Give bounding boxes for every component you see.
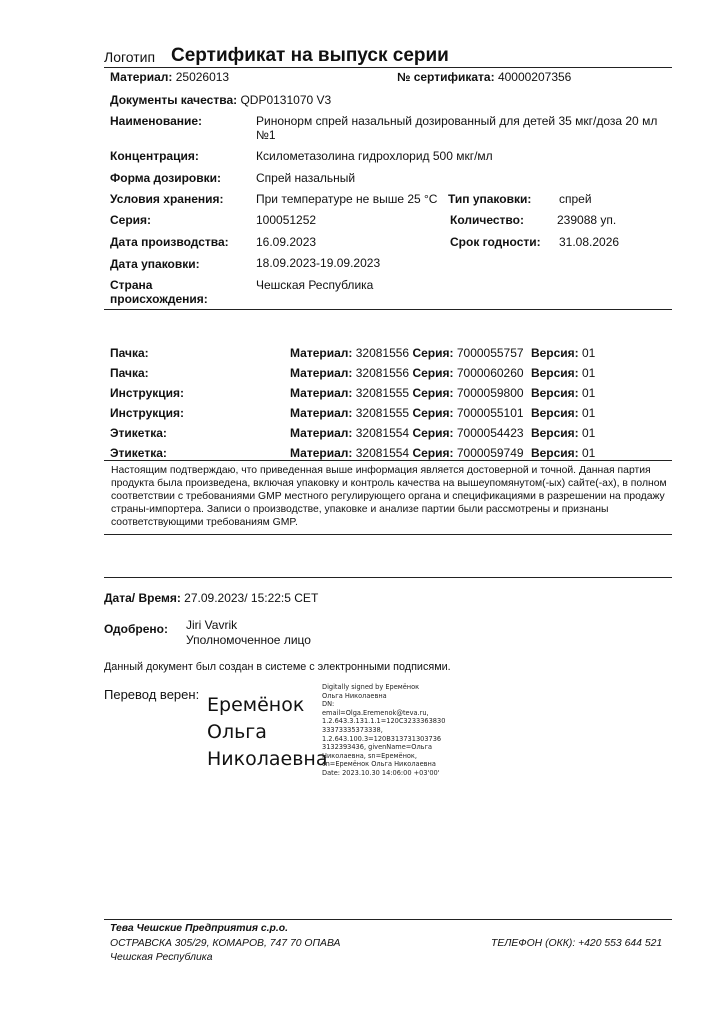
datetime-value: 27.09.2023/ 15:22:5 CET [184, 591, 319, 605]
logo-placeholder: Логотип [104, 49, 156, 65]
name-value-line1: Ринонорм спрей назальный дозированный для детей 35 мкг/доза 20 мл [256, 114, 658, 128]
component-row-details [290, 406, 595, 420]
component-series-label: Серия: [412, 406, 454, 420]
component-type: Инструкция: [110, 406, 185, 420]
component-series: 7000055757 [456, 346, 524, 360]
country-value: Чешская Республика [256, 278, 374, 292]
component-version-label: Версия: [530, 386, 579, 400]
component-material-label: Материал: [290, 446, 353, 460]
component-row-details [290, 386, 595, 400]
expiry-date-label: Срок годности: [450, 235, 541, 249]
component-series: 7000054423 [456, 426, 524, 440]
certificate-number-field [397, 70, 571, 84]
signature-detail-line: cn=Еремёнок Ольга Николаевна [322, 760, 436, 769]
component-version-label: Версия: [530, 406, 579, 420]
approver-role: Уполномоченное лицо [186, 633, 311, 647]
packing-date-value: 18.09.2023-19.09.2023 [256, 256, 381, 270]
component-material-label: Материал: [290, 406, 353, 420]
quantity-value: 239088 [557, 213, 598, 227]
component-material: 32081554 [355, 446, 410, 460]
certificate-number-label: № сертификата: [397, 70, 495, 84]
statement-divider [104, 534, 672, 535]
name-label: Наименование: [110, 114, 203, 128]
packing-date-label: Дата упаковки: [110, 257, 200, 271]
component-series: 7000055101 [456, 406, 524, 420]
component-row [110, 446, 167, 460]
component-type: Инструкция: [110, 386, 185, 400]
component-version: 01 [582, 446, 596, 460]
component-material-label: Материал: [290, 426, 353, 440]
component-row [110, 346, 149, 360]
component-version: 01 [582, 366, 596, 380]
component-series: 7000059749 [456, 446, 524, 460]
component-version: 01 [582, 406, 596, 420]
footer-phone: ТЕЛЕФОН (ОКК): +420 553 644 521 [491, 938, 663, 949]
component-material-label: Материал: [290, 386, 353, 400]
digital-signature-name [207, 692, 327, 773]
signature-detail-line: email=Olga.Eremenok@teva.ru, [322, 708, 429, 717]
approver-name: Jiri Vavrik [186, 618, 238, 632]
footer-company: Тева Чешские Предприятия с.р.о. [110, 923, 289, 934]
quantity-label: Количество: [450, 213, 524, 227]
component-material-label: Материал: [290, 346, 353, 360]
material-field [110, 70, 229, 84]
digital-signature-details [322, 683, 447, 778]
footer-divider [104, 919, 672, 920]
material-value: 25026013 [175, 70, 230, 84]
datetime-label: Дата/ Время: [104, 591, 181, 605]
signature-detail-line: 3132393436, givenName=Ольга [322, 743, 433, 752]
signature-detail-line: Date: 2023.10.30 14:06:00 +03'00' [322, 768, 440, 777]
component-series-label: Серия: [412, 386, 454, 400]
gmp-statement: Настоящим подтверждаю, что приведенная выше информация является достоверной и точной. Данная партия продукта была произведена, включая упаковку и контроль качества на вышеупомянутом(-ых) сайте(-ах), в полном соответствии с требованиями GMP местного регулирующего органа и спецификациями в разрешении на продажу страны-импортера. Записи о производстве, упаковке и анализе партии были рассмотрены и признаны соответствующими требованиям GMP. [111, 465, 667, 528]
series-label: Серия: [110, 213, 152, 227]
signature-detail-part: 6 [436, 734, 442, 743]
component-row [110, 426, 167, 440]
component-version-label: Версия: [530, 446, 579, 460]
header-divider [104, 67, 672, 68]
component-version-label: Версия: [530, 366, 579, 380]
component-row [110, 386, 184, 400]
storage-conditions-label: Условия хранения: [110, 192, 224, 206]
component-row-details [290, 346, 595, 360]
signature-detail-part: 1.2.643.100.3=120B31373130373 [322, 734, 437, 743]
quality-documents-label: Документы качества: [110, 93, 238, 107]
component-row-details [290, 426, 595, 440]
component-material: 32081554 [355, 426, 410, 440]
signature-detail-line: Digitally signed by Еремёнок [322, 683, 420, 691]
component-type: Пачка: [110, 366, 149, 380]
concentration-value: Ксилометазолина гидрохлорид 500 мкг/мл [256, 149, 493, 163]
footer-country: Чешская Республика [110, 952, 213, 963]
component-type: Пачка: [110, 346, 149, 360]
quality-documents-value: QDP0131070 V3 [240, 93, 332, 107]
approval-divider [104, 577, 672, 578]
signature-detail-line: Ольга Николаевна [322, 691, 387, 700]
quantity-unit: уп. [600, 213, 617, 227]
material-label: Материал: [110, 70, 173, 84]
name-value-line2: №1 [256, 128, 276, 142]
component-series-label: Серия: [412, 426, 454, 440]
signature-detail-line: 33373335373338, [322, 725, 383, 734]
component-series-label: Серия: [412, 346, 454, 360]
component-series: 7000059800 [456, 386, 524, 400]
translation-label: Перевод верен: [104, 687, 200, 702]
component-material: 32081555 [355, 406, 410, 420]
datetime-field [104, 591, 318, 605]
document-title: Сертификат на выпуск серии [171, 45, 449, 66]
component-material: 32081555 [355, 386, 410, 400]
component-row-details [290, 446, 595, 460]
component-series-label: Серия: [412, 366, 454, 380]
storage-conditions-value: При температуре не выше 25 °C [256, 192, 438, 206]
component-series: 7000060260 [456, 366, 524, 380]
component-version-label: Версия: [530, 426, 579, 440]
signature-name-line: Николаевна [207, 748, 328, 770]
component-material: 32081556 [355, 346, 410, 360]
concentration-label: Концентрация: [110, 149, 199, 163]
component-row [110, 406, 184, 420]
dosage-form-value: Спрей назальный [256, 171, 356, 185]
signature-detail-line [322, 735, 447, 744]
production-date-label: Дата производства: [110, 235, 229, 249]
signature-name-line: Ольга [207, 721, 267, 743]
component-version: 01 [582, 346, 596, 360]
signature-detail-line: DN: [322, 700, 335, 709]
e-signature-note: Данный документ был создан в системе с электронными подписями. [104, 661, 451, 673]
component-material-label: Материал: [290, 366, 353, 380]
signature-detail-line: 1.2.643.3.131.1.1=120C3233363830 [322, 717, 446, 726]
table-divider [104, 460, 672, 461]
package-type-value: спрей [559, 192, 592, 206]
signature-name-line: Еремёнок [207, 694, 305, 716]
approved-label: Одобрено: [104, 622, 168, 636]
expiry-date-value: 31.08.2026 [559, 235, 620, 249]
production-date-value: 16.09.2023 [256, 235, 317, 249]
component-row-details [290, 366, 595, 380]
series-value: 100051252 [256, 213, 317, 227]
component-type: Этикетка: [110, 426, 167, 440]
quality-documents-field [110, 93, 331, 107]
component-material: 32081556 [355, 366, 410, 380]
component-version: 01 [582, 426, 596, 440]
component-row [110, 366, 149, 380]
country-label-line1: Страна [110, 278, 153, 292]
certificate-number-value: 40000207356 [497, 70, 572, 84]
dosage-form-label: Форма дозировки: [110, 171, 222, 185]
country-label-line2: происхождения: [110, 292, 208, 306]
component-version: 01 [582, 386, 596, 400]
component-type: Этикетка: [110, 446, 167, 460]
signature-detail-line: Николаевна, sn=Еремёнок, [322, 751, 418, 760]
quantity-field [557, 213, 616, 227]
footer-address: ОСТРАВСКА 305/29, КОМАРОВ, 747 70 ОПАВА [110, 938, 341, 949]
package-type-label: Тип упаковки: [448, 192, 532, 206]
product-divider [104, 309, 672, 310]
component-version-label: Версия: [530, 346, 579, 360]
component-series-label: Серия: [412, 446, 454, 460]
